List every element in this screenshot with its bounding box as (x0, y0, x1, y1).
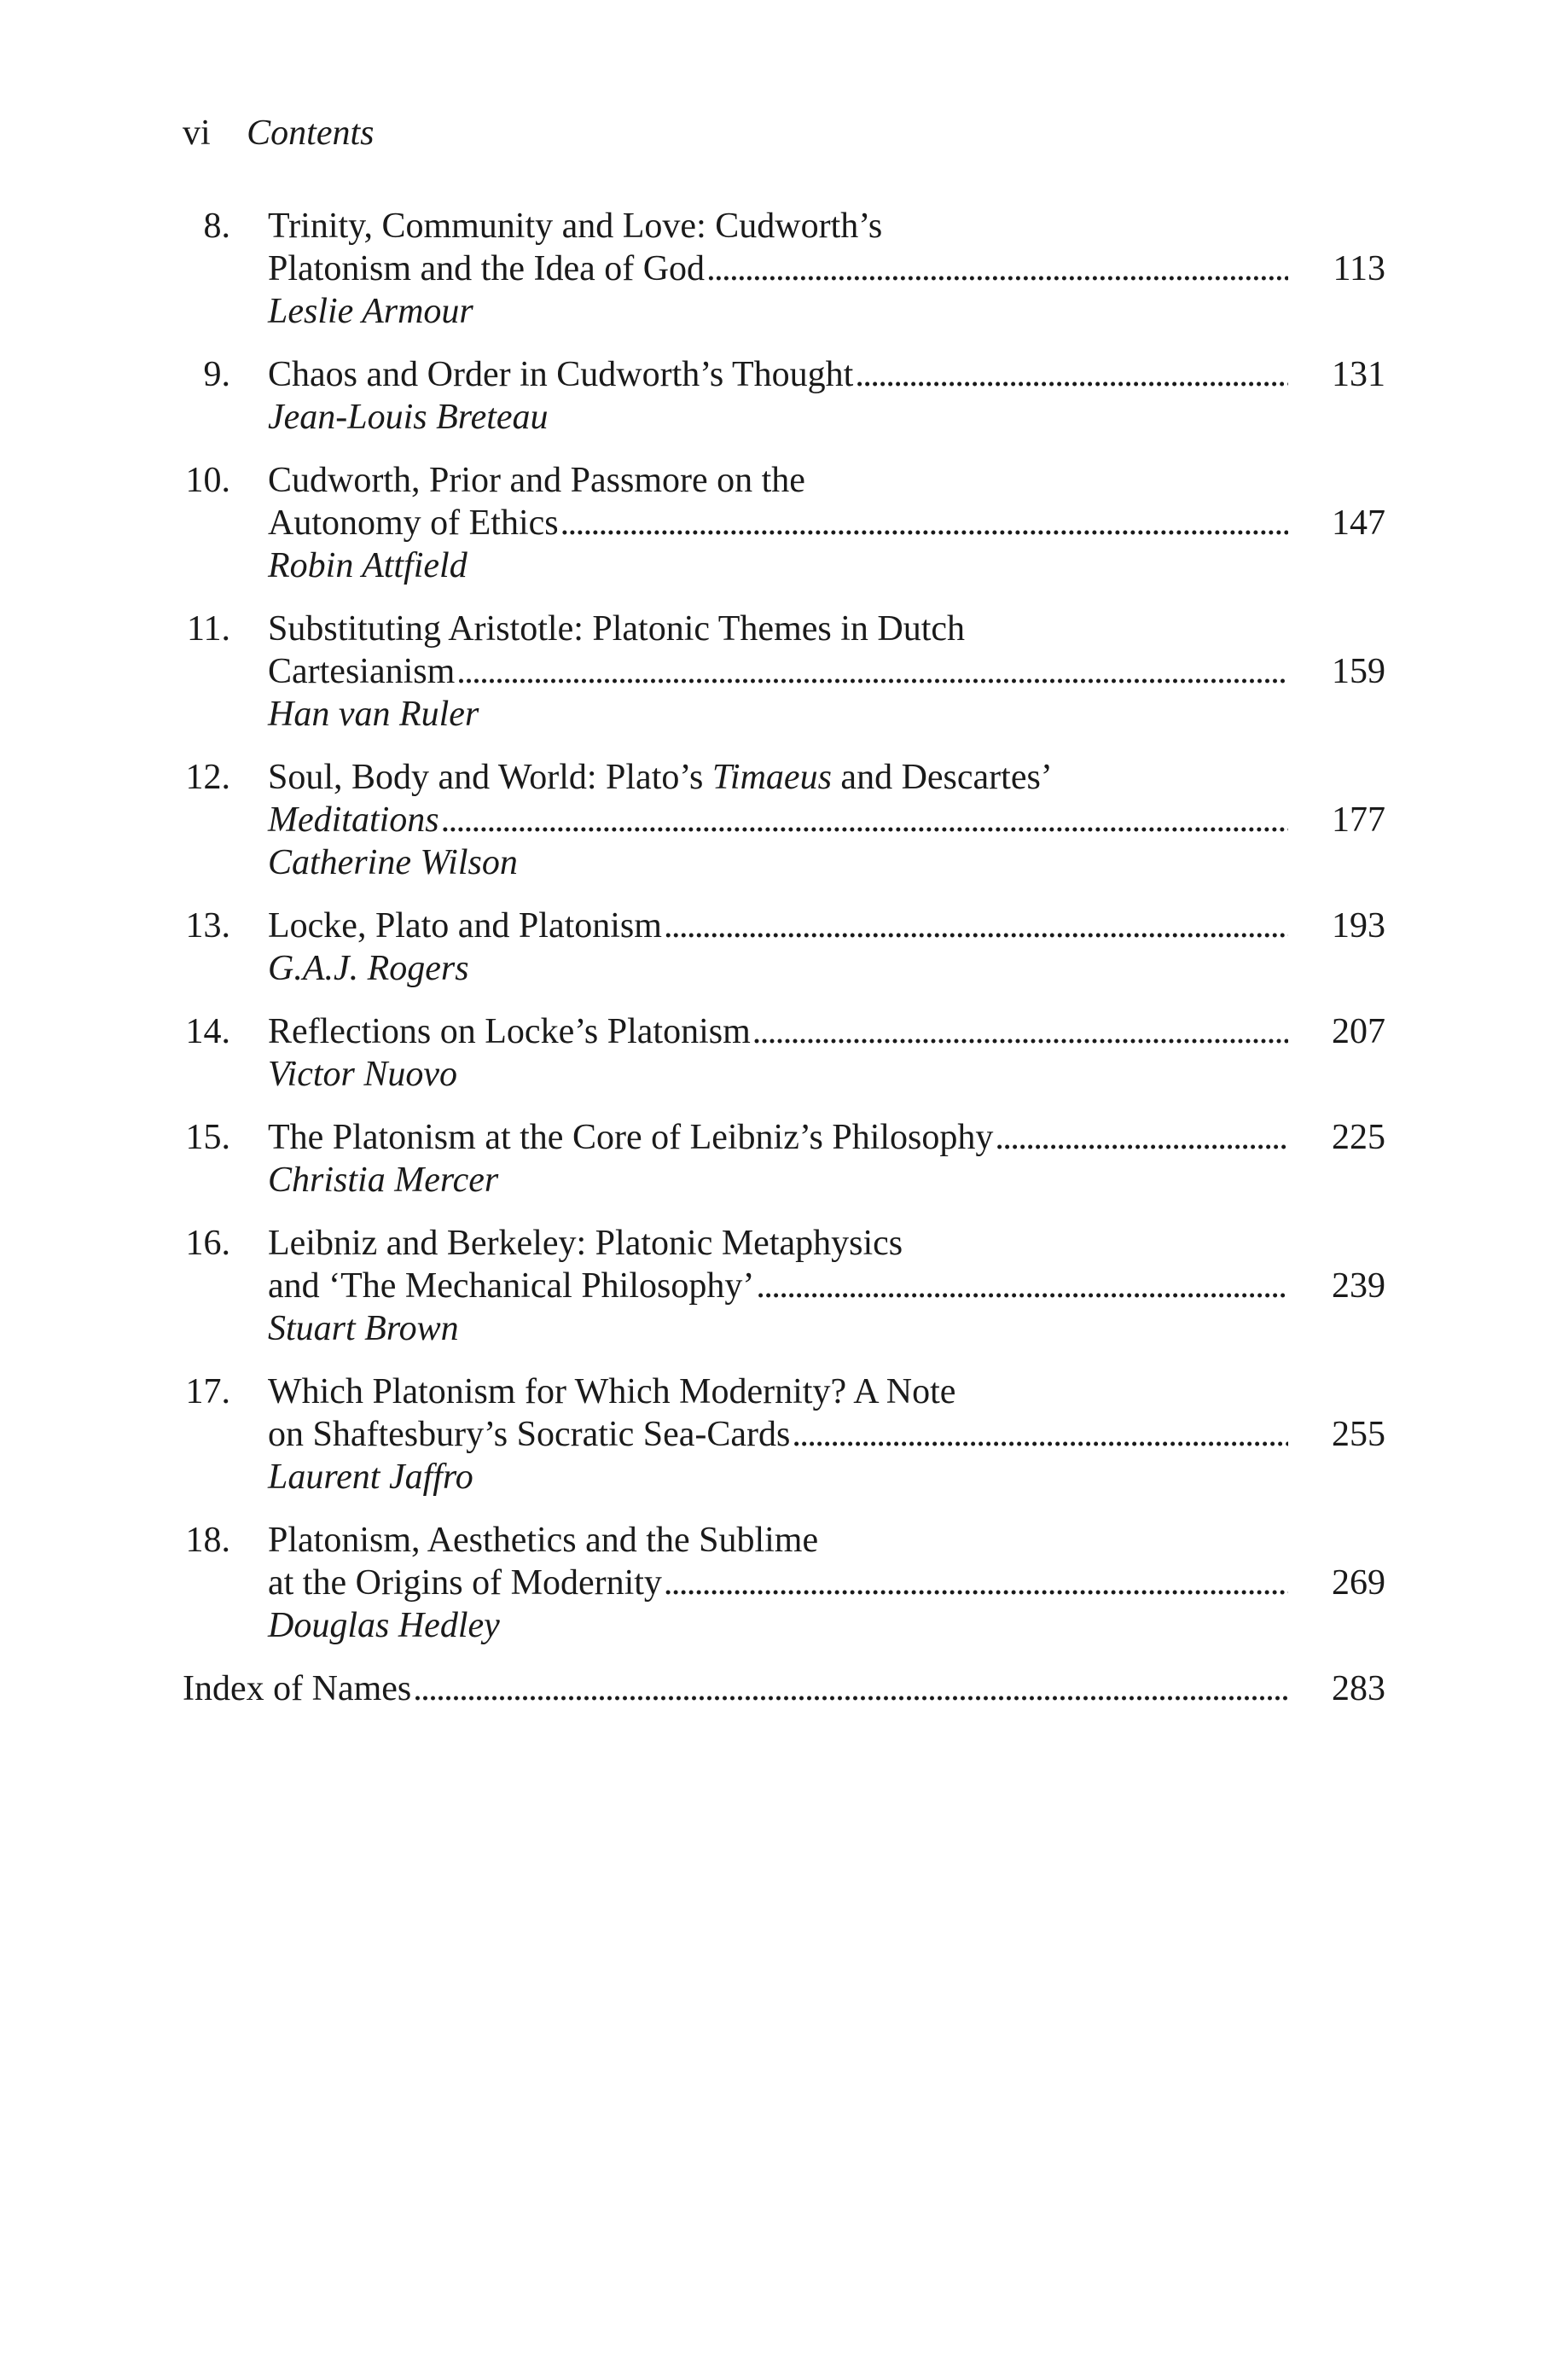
toc-entry[interactable] (183, 205, 1385, 333)
toc-entry[interactable] (183, 353, 1385, 439)
chapter-number: 15. (185, 1118, 230, 1157)
page-folio: vi (183, 113, 211, 153)
page-number: 269 (1332, 1563, 1385, 1603)
chapter-title-line: Trinity, Community and Love: Cudworth’s (268, 207, 883, 246)
page-number: 207 (1332, 1012, 1385, 1051)
chapter-number: 10. (185, 461, 230, 500)
chapter-author: Leslie Armour (268, 292, 473, 331)
toc-entry[interactable] (183, 1010, 1385, 1096)
chapter-author: Jean-Louis Breteau (268, 398, 549, 437)
chapter-title-line: Chaos and Order in Cudworth’s Thought (268, 355, 854, 394)
chapter-author: Douglas Hedley (268, 1606, 500, 1645)
dot-leader (706, 247, 1288, 290)
dot-leader (752, 1010, 1288, 1053)
chapter-title-line: Locke, Plato and Platonism (268, 906, 662, 945)
title-italic-text: Timaeus (711, 758, 832, 797)
page-number: 147 (1332, 503, 1385, 543)
chapter-title-line: Cartesianism (268, 652, 456, 691)
dot-leader (756, 1265, 1288, 1307)
chapter-number: 14. (185, 1012, 230, 1051)
dot-leader (456, 650, 1288, 693)
chapter-title-line: Substituting Aristotle: Platonic Themes in Dutch (268, 609, 966, 649)
chapter-number: 13. (185, 906, 230, 945)
chapter-author: Han van Ruler (268, 695, 479, 734)
index-title: Index of Names (183, 1669, 412, 1708)
running-title: Contents (247, 113, 375, 153)
chapter-number: 17. (185, 1372, 230, 1411)
dot-leader (664, 1562, 1288, 1604)
toc-entry[interactable] (183, 1116, 1385, 1201)
chapter-title-line: Which Platonism for Which Modernity? A Note (268, 1372, 956, 1411)
table-of-contents (183, 205, 1385, 1710)
page-number: 239 (1332, 1266, 1385, 1306)
page-number: 131 (1332, 355, 1385, 394)
title-text: and Descartes’ (831, 758, 1053, 797)
chapter-title-line: and ‘The Mechanical Philosophy’ (268, 1266, 755, 1306)
chapter-author: Robin Attfield (268, 546, 467, 585)
chapter-title-line: Reflections on Locke’s Platonism (268, 1012, 751, 1051)
page-number: 113 (1333, 249, 1385, 288)
chapter-number: 11. (187, 609, 230, 649)
dot-leader (441, 799, 1288, 841)
chapter-number: 8. (203, 207, 230, 246)
chapter-title-line: Autonomy of Ethics (268, 503, 559, 543)
chapter-author: Victor Nuovo (268, 1055, 458, 1094)
toc-entry[interactable] (183, 1222, 1385, 1350)
chapter-number: 12. (185, 758, 230, 797)
chapter-number: 9. (203, 355, 230, 394)
chapter-title-line: Platonism and the Idea of God (268, 249, 706, 288)
chapter-author: Catherine Wilson (268, 843, 518, 882)
chapter-title-line: The Platonism at the Core of Leibniz’s Philosophy (268, 1118, 994, 1157)
toc-entry[interactable] (183, 1519, 1385, 1647)
toc-entry[interactable] (183, 905, 1385, 990)
chapter-title-line: at the Origins of Modernity (268, 1563, 662, 1603)
chapter-author: Christia Mercer (268, 1161, 499, 1200)
chapter-title-line: Cudworth, Prior and Passmore on the (268, 461, 805, 500)
dot-leader (855, 353, 1288, 396)
dot-leader (792, 1413, 1288, 1456)
chapter-title-line (268, 756, 1385, 799)
page-number: 159 (1332, 652, 1385, 691)
chapter-title-line: Leibniz and Berkeley: Platonic Metaphysics (268, 1224, 903, 1263)
toc-entry[interactable] (183, 756, 1385, 884)
page-header (183, 111, 375, 155)
chapter-number: 16. (185, 1224, 230, 1263)
toc-entry[interactable] (183, 1370, 1385, 1498)
title-text: Soul, Body and World: Plato’s (268, 758, 712, 797)
chapter-title-line: Platonism, Aesthetics and the Sublime (268, 1521, 819, 1560)
chapter-title-line: on Shaftesbury’s Socratic Sea-Cards (268, 1415, 791, 1454)
chapter-number: 18. (185, 1521, 230, 1560)
chapter-author: Laurent Jaffro (268, 1457, 473, 1497)
dot-leader (560, 502, 1288, 544)
dot-leader (664, 905, 1288, 947)
index-entry[interactable] (183, 1667, 1385, 1710)
chapter-author: Stuart Brown (268, 1309, 459, 1348)
dot-leader (413, 1667, 1288, 1710)
dot-leader (995, 1116, 1288, 1159)
page-number: 225 (1332, 1118, 1385, 1157)
chapter-title-line: Meditations (268, 800, 439, 840)
page-number: 193 (1332, 906, 1385, 945)
toc-entry[interactable] (183, 459, 1385, 587)
page-number: 177 (1332, 800, 1385, 840)
toc-entry[interactable] (183, 608, 1385, 736)
page-number: 255 (1332, 1415, 1385, 1454)
chapter-author: G.A.J. Rogers (268, 949, 469, 988)
page-number: 283 (1332, 1669, 1385, 1708)
